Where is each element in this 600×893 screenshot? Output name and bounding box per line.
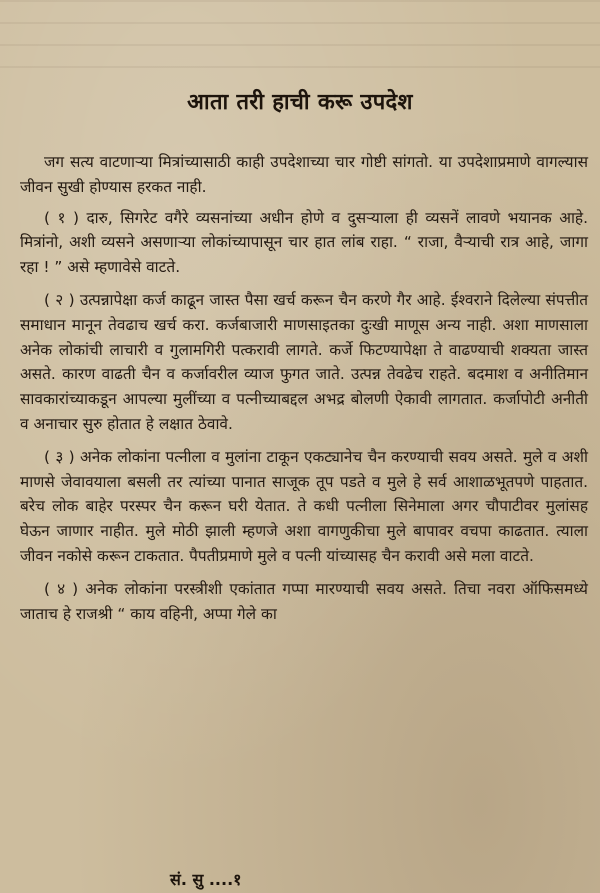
paragraph-3: ( ३ ) अनेक लोकांना पत्नीला व मुलांना टाकून एकट्यानेच चैन करण्याची सवय असते. मुले व अशी माणसे जेवावयाला बसली तर त्यांच्या पानात साजूक तूप पडते व मुले हे सर्व आशाळभूतपणे पाहतात. बरेच लोक बाहेर परस्पर चैन करून घरी येतात. ते कधी पत्नीला सिनेमाला अगर चौपाटीवर मुलांसह घेऊन जाणार नाहीत. मुले मोठी झाली म्हणजे अशा वागणुकीचा मुले बापावर वचपा काढतात. त्याला जीवन नकोसे करून टाकतात. पैपतीप्रमाणे मुले व पत्नी यांच्यासह चैन करावी असे मला वाटते. bbox=[20, 447, 588, 565]
page-signature-mark: सं. सु ....१ bbox=[170, 870, 242, 889]
paragraph-1: ( १ ) दारु, सिगरेट वगैरे व्यसनांच्या अधीन होणे व दुसऱ्याला ही व्यसनें लावणे भयानक आहे. मित्रांनो, अशी व्यसने असणाऱ्या लोकांच्यापासून चार हात लांब राहा. “ राजा, वैऱ्याची रात्र आहे, जागा रहा ! ” असे म्हणावेसे वाटते. bbox=[20, 208, 588, 277]
intro-paragraph: जग सत्य वाटणाऱ्या मित्रांच्यासाठी काही उपदेशाच्या चार गोष्टी सांगतो. या उपदेशाप्रमाणे वागल्यास जीवन सुखी होण्यास हरकत नाही. bbox=[20, 153, 588, 196]
paragraph-2: ( २ ) उत्पन्नापेक्षा कर्ज काढून जास्त पैसा खर्च करून चैन करणे गैर आहे. ईश्वराने दिलेल्या संपत्तीत समाधान मानून तेवढाच खर्च करा. कर्जबाजारी माणसाइतका दुःखी माणूस अन्य नाही. अशा माणसाला अनेक लोकांची लाचारी व गुलामगिरी पत्करावी लागते. कर्जे फिटण्यापेक्षा ते वाढण्याची शक्यता जास्त असते. कारण वाढती चैन व कर्जावरील व्याज फुगत जाते. उत्पन्न तेवढेच राहते. बदमाश व अनीतिमान सावकारांच्याकडून आपल्या मुलींच्या व पत्नीच्याबद्दल अभद्र बोलणी ऐकावी लागतात. कर्जापोटी अनीती व अनाचार सुरु होतात हे लक्षात ठेवावे. bbox=[20, 290, 588, 433]
page-title: आता तरी हाची करू उपदेश bbox=[187, 90, 413, 115]
body-text bbox=[20, 150, 588, 634]
faded-previous-page-text bbox=[0, 0, 600, 80]
paragraph-4: ( ४ ) अनेक लोकांना परस्त्रीशी एकांतात गप्पा मारण्याची सवय असते. तिचा नवरा ऑफिसमध्ये जाताच हे राजश्री “ काय वहिनी, अप्पा गेले का bbox=[20, 579, 588, 623]
